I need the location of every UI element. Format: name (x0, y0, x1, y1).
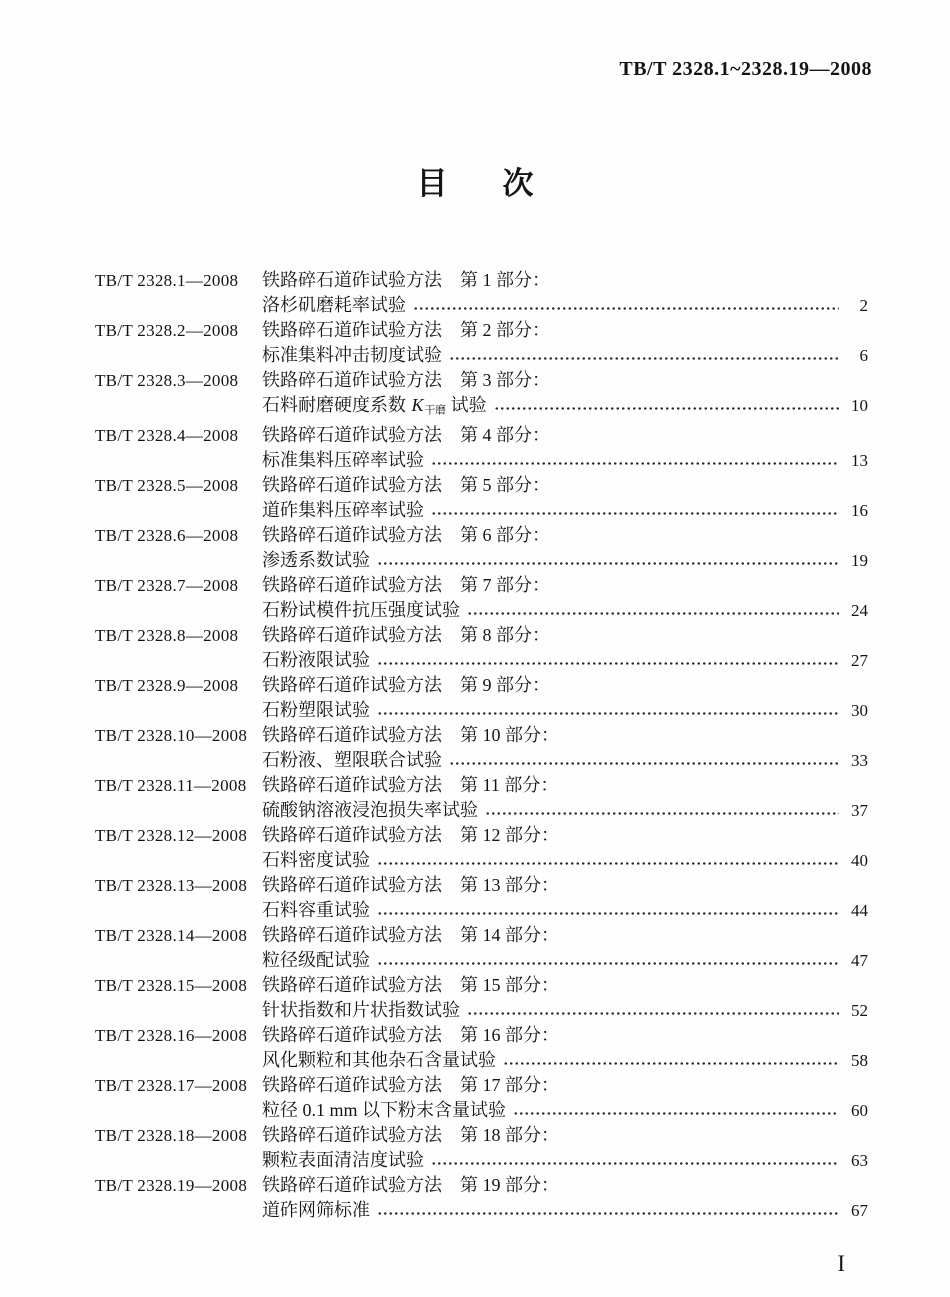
dot-leader (449, 343, 839, 368)
toc-entry-standard-number: TB/T 2328.10—2008 (95, 725, 248, 745)
toc-entry (95, 1073, 868, 1123)
standard-number-header: TB/T 2328.1~2328.19—2008 (619, 58, 872, 80)
toc-entry-subtitle: 石料容重试验 (262, 899, 370, 920)
toc-entry-subtitle: 颗粒表面清洁度试验 (262, 1149, 424, 1170)
dot-leader (503, 1048, 839, 1073)
toc-entry-subtitle: 风化颗粒和其他杂石含量试验 (262, 1049, 496, 1070)
toc-entry-standard-number: TB/T 2328.2—2008 (95, 321, 239, 340)
toc-entry-subtitle: 道砟网筛标准 (262, 1199, 370, 1220)
toc-entry-standard-number: TB/T 2328.11—2008 (95, 775, 247, 795)
toc-entry-title: 铁路碎石道砟试验方法 第 18 部分： (262, 1124, 559, 1145)
toc-entry-subtitle: 标准集料冲击韧度试验 (262, 345, 442, 365)
toc-entry (95, 1173, 868, 1223)
toc-entry-subtitle: 石粉液、塑限联合试验 (262, 749, 442, 770)
toc-entry-page-number: 63 (851, 1150, 868, 1170)
toc-entry (95, 923, 868, 973)
toc-entry (95, 973, 868, 1023)
toc-entry-subtitle: 石料密度试验 (262, 849, 370, 870)
toc-entry (95, 318, 868, 368)
toc-entry (95, 673, 868, 723)
page-title: 目 次 (416, 166, 546, 201)
toc-entry-subtitle: 标准集料压碎率试验 (262, 449, 424, 470)
toc-entry-title: 铁路碎石道砟试验方法 第 7 部分： (262, 574, 550, 595)
toc-entry (95, 368, 868, 423)
toc-entry (95, 623, 868, 673)
toc-entry-title: 铁路碎石道砟试验方法 第 1 部分： (262, 270, 550, 290)
toc-entry-title: 铁路碎石道砟试验方法 第 8 部分： (262, 624, 550, 645)
toc-entry-standard-number: TB/T 2328.3—2008 (95, 371, 239, 390)
dot-leader (485, 798, 839, 823)
toc-entry-title: 铁路碎石道砟试验方法 第 15 部分： (262, 974, 559, 995)
dot-leader (431, 1148, 839, 1173)
toc-entry-standard-number: TB/T 2328.19—2008 (95, 1175, 248, 1195)
dot-leader (377, 848, 839, 873)
dot-leader (467, 998, 839, 1023)
toc-entry (95, 723, 868, 773)
toc-entry-standard-number: TB/T 2328.16—2008 (95, 1025, 248, 1045)
toc-entry-standard-number: TB/T 2328.14—2008 (95, 925, 248, 945)
toc-entry-title: 铁路碎石道砟试验方法 第 10 部分： (262, 724, 559, 745)
toc-entry-subtitle: 石粉塑限试验 (262, 699, 370, 720)
toc-entry (95, 523, 868, 573)
dot-leader (449, 748, 839, 773)
toc-entry-subtitle: 石粉试模件抗压强度试验 (262, 599, 460, 620)
toc-entry-standard-number: TB/T 2328.18—2008 (95, 1125, 248, 1145)
page-number: I (837, 1251, 846, 1276)
toc-entry-standard-number: TB/T 2328.1—2008 (95, 271, 239, 290)
toc-entry-title: 铁路碎石道砟试验方法 第 14 部分： (262, 924, 559, 945)
toc-entry-title: 铁路碎石道砟试验方法 第 12 部分： (262, 824, 559, 845)
toc-entry-title: 铁路碎石道砟试验方法 第 11 部分： (262, 774, 559, 795)
toc-entry-title: 铁路碎石道砟试验方法 第 5 部分： (262, 474, 550, 495)
toc-entry-title: 铁路碎石道砟试验方法 第 16 部分： (262, 1024, 559, 1045)
toc-entry-title: 铁路碎石道砟试验方法 第 9 部分： (262, 674, 550, 695)
dot-leader (377, 898, 839, 923)
toc-entry-page-number: 6 (859, 346, 868, 365)
toc-entry-page-number: 13 (851, 450, 868, 470)
toc-entry-subtitle: 粒径级配试验 (262, 949, 370, 970)
dot-leader (467, 598, 839, 623)
toc-entry-page-number: 47 (851, 950, 868, 970)
toc-entry-page-number: 2 (859, 296, 868, 315)
toc-entry-subtitle: 针状指数和片状指数试验 (262, 999, 460, 1020)
toc-entry (95, 473, 868, 523)
toc-entry-standard-number: TB/T 2328.15—2008 (95, 975, 248, 995)
dot-leader (413, 293, 839, 318)
toc-entry-title: 铁路碎石道砟试验方法 第 2 部分： (262, 320, 550, 340)
toc-entry-subtitle: 洛杉矶磨耗率试验 (262, 295, 406, 315)
toc-entry-page-number: 44 (851, 900, 868, 920)
toc-entry-title: 铁路碎石道砟试验方法 第 4 部分： (262, 424, 550, 445)
dot-leader (494, 393, 839, 423)
toc-entry-standard-number: TB/T 2328.13—2008 (95, 875, 248, 895)
toc-entry-title: 铁路碎石道砟试验方法 第 3 部分： (262, 370, 550, 390)
toc-entry-page-number: 60 (851, 1100, 868, 1120)
toc-entry-subtitle: 道砟集料压碎率试验 (262, 499, 424, 520)
toc-entry (95, 1123, 868, 1173)
toc-entry-page-number: 10 (851, 396, 868, 415)
dot-leader (377, 648, 839, 673)
toc-entry-standard-number: TB/T 2328.12—2008 (95, 825, 248, 845)
dot-leader (431, 448, 839, 473)
toc-entry (95, 1023, 868, 1073)
toc-entry-page-number: 52 (851, 1000, 868, 1020)
toc-entry (95, 873, 868, 923)
toc-entry (95, 423, 868, 473)
toc-entry (95, 573, 868, 623)
dot-leader (377, 698, 839, 723)
toc-entry-page-number: 19 (851, 550, 868, 570)
toc-entry-subtitle: 硫酸钠溶液浸泡损失率试验 (262, 799, 478, 820)
toc-entry-subtitle: 石粉液限试验 (262, 649, 370, 670)
toc-entry-standard-number: TB/T 2328.7—2008 (95, 575, 239, 595)
dot-leader (377, 1198, 839, 1223)
toc-entry-title: 铁路碎石道砟试验方法 第 13 部分： (262, 874, 559, 895)
toc-entry-standard-number: TB/T 2328.4—2008 (95, 425, 239, 445)
toc-entry-subtitle: 渗透系数试验 (262, 549, 370, 570)
toc-entry-page-number: 30 (851, 700, 868, 720)
toc-entry-page-number: 58 (851, 1050, 868, 1070)
toc-entry-standard-number: TB/T 2328.5—2008 (95, 475, 239, 495)
toc-entry-page-number: 40 (851, 850, 868, 870)
toc-entry-page-number: 24 (851, 600, 868, 620)
dot-leader (431, 498, 839, 523)
dot-leader (377, 948, 839, 973)
dot-leader (377, 548, 839, 573)
toc-entry-page-number: 67 (851, 1200, 868, 1220)
toc-entry-subtitle: 石料耐磨硬度系数 K干磨 试验 (262, 395, 487, 417)
toc-entry-subtitle: 粒径 0.1 mm 以下粉末含量试验 (262, 1099, 507, 1120)
toc-entry (95, 268, 868, 318)
dot-leader (513, 1098, 839, 1123)
toc-entry-page-number: 16 (851, 500, 868, 520)
toc-entry-title: 铁路碎石道砟试验方法 第 19 部分： (262, 1174, 559, 1195)
toc-entry-page-number: 37 (851, 800, 868, 820)
toc-list (95, 268, 868, 1223)
toc-entry-standard-number: TB/T 2328.9—2008 (95, 675, 239, 695)
toc-entry-title: 铁路碎石道砟试验方法 第 6 部分： (262, 524, 550, 545)
toc-entry (95, 823, 868, 873)
toc-entry (95, 773, 868, 823)
toc-entry-page-number: 33 (851, 750, 868, 770)
toc-entry-standard-number: TB/T 2328.17—2008 (95, 1075, 248, 1095)
toc-entry-standard-number: TB/T 2328.6—2008 (95, 525, 239, 545)
toc-entry-title: 铁路碎石道砟试验方法 第 17 部分： (262, 1074, 559, 1095)
toc-entry-page-number: 27 (851, 650, 868, 670)
toc-entry-standard-number: TB/T 2328.8—2008 (95, 625, 239, 645)
